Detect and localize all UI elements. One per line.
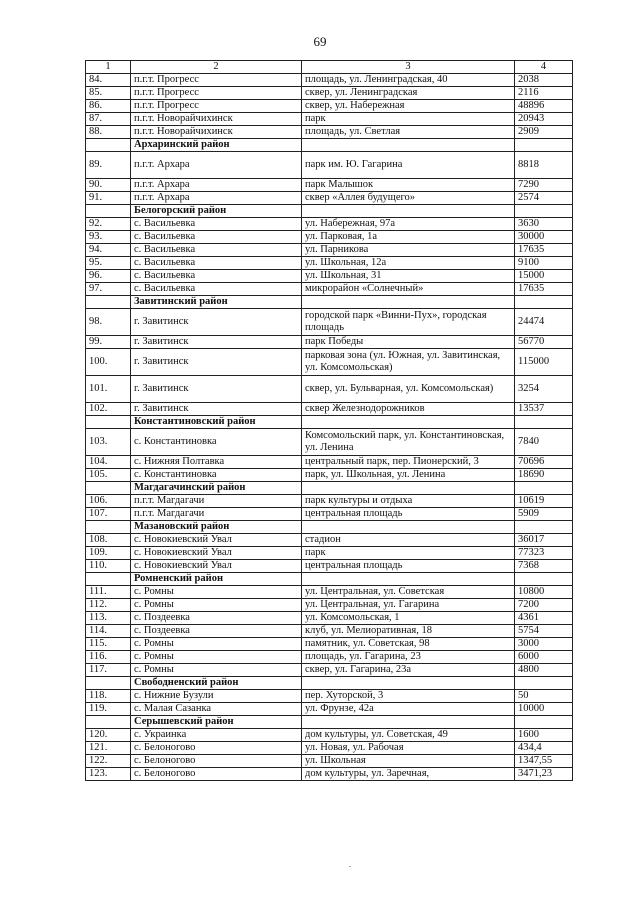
district-row (86, 296, 573, 309)
settlement: с. Ромны (131, 664, 302, 677)
area-value: 115000 (515, 349, 573, 376)
area-value: 7368 (515, 560, 573, 573)
district-row (86, 482, 573, 495)
row-number: 117. (86, 664, 131, 677)
address: парк культуры и отдыха (302, 495, 515, 508)
district-empty-cell (515, 296, 573, 309)
settlement: с. Васильевка (131, 244, 302, 257)
area-value: 4361 (515, 612, 573, 625)
area-value: 434,4 (515, 742, 573, 755)
district-empty-cell (302, 521, 515, 534)
district-empty-cell (86, 521, 131, 534)
settlement: с. Ромны (131, 638, 302, 651)
address: ул. Школьная (302, 755, 515, 768)
district-empty-cell (302, 573, 515, 586)
row-number: 108. (86, 534, 131, 547)
settlement: с. Поздеевка (131, 612, 302, 625)
area-value: 2574 (515, 192, 573, 205)
area-value: 20943 (515, 113, 573, 126)
settlement: с. Васильевка (131, 270, 302, 283)
table-row (86, 179, 573, 192)
header-col-2: 2 (131, 61, 302, 74)
table-row (86, 100, 573, 113)
address: центральный парк, пер. Пионерский, 3 (302, 456, 515, 469)
area-value: 10800 (515, 586, 573, 599)
table-row (86, 244, 573, 257)
table-row (86, 257, 573, 270)
area-value: 5754 (515, 625, 573, 638)
table-row (86, 495, 573, 508)
row-number: 100. (86, 349, 131, 376)
area-value: 3630 (515, 218, 573, 231)
district-row (86, 139, 573, 152)
page-number: 69 (313, 34, 327, 49)
row-number: 85. (86, 87, 131, 100)
district-empty-cell (515, 139, 573, 152)
row-number: 105. (86, 469, 131, 482)
row-number: 122. (86, 755, 131, 768)
table-row (86, 283, 573, 296)
area-value: 3471,23 (515, 768, 573, 781)
district-empty-cell (86, 482, 131, 495)
table-row (86, 376, 573, 403)
address: стадион (302, 534, 515, 547)
district-name: Мазановский район (131, 521, 302, 534)
row-number: 99. (86, 336, 131, 349)
district-empty-cell (86, 716, 131, 729)
address: ул. Школьная, 12а (302, 257, 515, 270)
address: микрорайон «Солнечный» (302, 283, 515, 296)
table-row (86, 703, 573, 716)
table-row (86, 469, 573, 482)
area-value: 3000 (515, 638, 573, 651)
row-number: 116. (86, 651, 131, 664)
address: дом культуры, ул. Заречная, (302, 768, 515, 781)
address: ул. Центральная, ул. Советская (302, 586, 515, 599)
settlement: г. Завитинск (131, 336, 302, 349)
area-value: 48896 (515, 100, 573, 113)
settlement: с. Новокиевский Увал (131, 560, 302, 573)
district-row (86, 521, 573, 534)
address: ул. Центральная, ул. Гагарина (302, 599, 515, 612)
area-value: 7290 (515, 179, 573, 192)
settlement: с. Малая Сазанка (131, 703, 302, 716)
area-value: 6000 (515, 651, 573, 664)
address: сквер, ул. Ленинградская (302, 87, 515, 100)
district-name: Константиновский район (131, 416, 302, 429)
settlement: п.г.т. Архара (131, 192, 302, 205)
scan-speck: . (349, 860, 351, 869)
settlement: п.г.т. Архара (131, 179, 302, 192)
district-empty-cell (86, 677, 131, 690)
table-row (86, 690, 573, 703)
area-value: 7840 (515, 429, 573, 456)
district-empty-cell (86, 573, 131, 586)
district-row (86, 416, 573, 429)
row-number: 98. (86, 309, 131, 336)
district-name: Завитинский район (131, 296, 302, 309)
district-empty-cell (86, 296, 131, 309)
address: сквер Железнодорожников (302, 403, 515, 416)
district-empty-cell (86, 139, 131, 152)
settlement: с. Васильевка (131, 231, 302, 244)
settlement: с. Васильевка (131, 218, 302, 231)
area-value: 17635 (515, 283, 573, 296)
area-value: 8818 (515, 152, 573, 179)
table-row (86, 729, 573, 742)
district-empty-cell (515, 521, 573, 534)
table-row (86, 547, 573, 560)
address: сквер, ул. Гагарина, 23а (302, 664, 515, 677)
table-row (86, 456, 573, 469)
row-number: 90. (86, 179, 131, 192)
table-row (86, 87, 573, 100)
address: пер. Хуторской, 3 (302, 690, 515, 703)
district-name: Серышевский район (131, 716, 302, 729)
area-value: 15000 (515, 270, 573, 283)
row-number: 93. (86, 231, 131, 244)
settlement: с. Васильевка (131, 283, 302, 296)
area-value: 50 (515, 690, 573, 703)
address: ул. Новая, ул. Рабочая (302, 742, 515, 755)
row-number: 104. (86, 456, 131, 469)
district-empty-cell (515, 573, 573, 586)
table-row (86, 152, 573, 179)
row-number: 97. (86, 283, 131, 296)
area-value: 2909 (515, 126, 573, 139)
row-number: 121. (86, 742, 131, 755)
address: клуб, ул. Мелиоративная, 18 (302, 625, 515, 638)
row-number: 118. (86, 690, 131, 703)
settlement: с. Украинка (131, 729, 302, 742)
area-value: 10000 (515, 703, 573, 716)
area-value: 5909 (515, 508, 573, 521)
area-value: 77323 (515, 547, 573, 560)
table-row (86, 768, 573, 781)
area-value: 7200 (515, 599, 573, 612)
address: ул. Школьная, 31 (302, 270, 515, 283)
district-empty-cell (86, 205, 131, 218)
row-number: 101. (86, 376, 131, 403)
row-number: 103. (86, 429, 131, 456)
row-number: 115. (86, 638, 131, 651)
row-number: 84. (86, 74, 131, 87)
settlement: г. Завитинск (131, 403, 302, 416)
settlement: п.г.т. Новорайчихинск (131, 126, 302, 139)
settlement: п.г.т. Новорайчихинск (131, 113, 302, 126)
row-number: 96. (86, 270, 131, 283)
table-row (86, 126, 573, 139)
row-number: 86. (86, 100, 131, 113)
table-row (86, 349, 573, 376)
row-number: 107. (86, 508, 131, 521)
address: городской парк «Винни-Пух», городская площадь (302, 309, 515, 336)
address: Комсомольский парк, ул. Константиновская, ул. Ленина (302, 429, 515, 456)
table-row (86, 336, 573, 349)
table-row (86, 508, 573, 521)
row-number: 112. (86, 599, 131, 612)
settlement: с. Ромны (131, 599, 302, 612)
address: центральная площадь (302, 560, 515, 573)
district-row (86, 677, 573, 690)
district-empty-cell (302, 139, 515, 152)
address: ул. Набережная, 97а (302, 218, 515, 231)
district-name: Белогорский район (131, 205, 302, 218)
area-value: 10619 (515, 495, 573, 508)
row-number: 88. (86, 126, 131, 139)
row-number: 102. (86, 403, 131, 416)
district-name: Ромненский район (131, 573, 302, 586)
table-row (86, 403, 573, 416)
address: сквер, ул. Набережная (302, 100, 515, 113)
table-row (86, 534, 573, 547)
district-empty-cell (515, 716, 573, 729)
area-value: 4800 (515, 664, 573, 677)
settlement: п.г.т. Прогресс (131, 74, 302, 87)
table-row (86, 755, 573, 768)
settlement: п.г.т. Прогресс (131, 87, 302, 100)
row-number: 111. (86, 586, 131, 599)
district-name: Архаринский район (131, 139, 302, 152)
table-row (86, 74, 573, 87)
address: ул. Комсомольская, 1 (302, 612, 515, 625)
row-number: 92. (86, 218, 131, 231)
settlement: с. Ромны (131, 586, 302, 599)
settlement: с. Константиновка (131, 469, 302, 482)
table-row (86, 218, 573, 231)
area-value: 2038 (515, 74, 573, 87)
address: сквер «Аллея будущего» (302, 192, 515, 205)
places-table (85, 60, 573, 781)
table-header-row (86, 61, 573, 74)
address: ул. Парникова (302, 244, 515, 257)
district-name: Свободненский район (131, 677, 302, 690)
settlement: с. Белоногово (131, 768, 302, 781)
row-number: 94. (86, 244, 131, 257)
table-row (86, 231, 573, 244)
settlement: с. Константиновка (131, 429, 302, 456)
address: площадь, ул. Светлая (302, 126, 515, 139)
table-row (86, 651, 573, 664)
settlement: с. Васильевка (131, 257, 302, 270)
area-value: 1600 (515, 729, 573, 742)
address: парк Победы (302, 336, 515, 349)
district-empty-cell (515, 482, 573, 495)
table-row (86, 664, 573, 677)
row-number: 87. (86, 113, 131, 126)
area-value: 13537 (515, 403, 573, 416)
district-empty-cell (302, 205, 515, 218)
area-value: 17635 (515, 244, 573, 257)
district-empty-cell (302, 677, 515, 690)
table-row (86, 270, 573, 283)
row-number: 113. (86, 612, 131, 625)
address: площадь, ул. Ленинградская, 40 (302, 74, 515, 87)
address: парк (302, 113, 515, 126)
table-row (86, 560, 573, 573)
table-row (86, 113, 573, 126)
row-number: 114. (86, 625, 131, 638)
row-number: 106. (86, 495, 131, 508)
row-number: 91. (86, 192, 131, 205)
area-value: 3254 (515, 376, 573, 403)
area-value: 24474 (515, 309, 573, 336)
table-row (86, 742, 573, 755)
district-empty-cell (515, 205, 573, 218)
settlement: с. Белоногово (131, 742, 302, 755)
area-value: 1347,55 (515, 755, 573, 768)
district-empty-cell (302, 296, 515, 309)
row-number: 95. (86, 257, 131, 270)
table-row (86, 612, 573, 625)
settlement: с. Поздеевка (131, 625, 302, 638)
table-row (86, 599, 573, 612)
header-col-1: 1 (86, 61, 131, 74)
settlement: с. Нижние Бузули (131, 690, 302, 703)
district-name: Магдагачинский район (131, 482, 302, 495)
district-row (86, 573, 573, 586)
settlement: п.г.т. Архара (131, 152, 302, 179)
district-empty-cell (302, 416, 515, 429)
row-number: 119. (86, 703, 131, 716)
table-row (86, 192, 573, 205)
area-value: 30000 (515, 231, 573, 244)
district-empty-cell (515, 416, 573, 429)
address: площадь, ул. Гагарина, 23 (302, 651, 515, 664)
row-number: 109. (86, 547, 131, 560)
row-number: 110. (86, 560, 131, 573)
table-row (86, 625, 573, 638)
district-empty-cell (302, 716, 515, 729)
address: центральная площадь (302, 508, 515, 521)
settlement: с. Новокиевский Увал (131, 534, 302, 547)
area-value: 18690 (515, 469, 573, 482)
settlement: г. Завитинск (131, 349, 302, 376)
area-value: 2116 (515, 87, 573, 100)
address: дом культуры, ул. Советская, 49 (302, 729, 515, 742)
area-value: 36017 (515, 534, 573, 547)
settlement: г. Завитинск (131, 309, 302, 336)
settlement: п.г.т. Магдагачи (131, 495, 302, 508)
table-row (86, 638, 573, 651)
table-row (86, 429, 573, 456)
district-empty-cell (302, 482, 515, 495)
address: ул. Фрунзе, 42а (302, 703, 515, 716)
header-col-4: 4 (515, 61, 573, 74)
area-value: 56770 (515, 336, 573, 349)
address: парк, ул. Школьная, ул. Ленина (302, 469, 515, 482)
address: парк Малышок (302, 179, 515, 192)
address: памятник, ул. Советская, 98 (302, 638, 515, 651)
area-value: 70696 (515, 456, 573, 469)
table-row (86, 309, 573, 336)
settlement: с. Нижняя Полтавка (131, 456, 302, 469)
area-value: 9100 (515, 257, 573, 270)
settlement: с. Новокиевский Увал (131, 547, 302, 560)
row-number: 89. (86, 152, 131, 179)
row-number: 123. (86, 768, 131, 781)
address: сквер, ул. Бульварная, ул. Комсомольская) (302, 376, 515, 403)
row-number: 120. (86, 729, 131, 742)
header-col-3: 3 (302, 61, 515, 74)
settlement: п.г.т. Прогресс (131, 100, 302, 113)
table-row (86, 586, 573, 599)
settlement: г. Завитинск (131, 376, 302, 403)
settlement: с. Ромны (131, 651, 302, 664)
district-row (86, 716, 573, 729)
district-empty-cell (86, 416, 131, 429)
settlement: п.г.т. Магдагачи (131, 508, 302, 521)
address: парк (302, 547, 515, 560)
settlement: с. Белоногово (131, 755, 302, 768)
address: парковая зона (ул. Южная, ул. Завитинская, ул. Комсомольская) (302, 349, 515, 376)
district-empty-cell (515, 677, 573, 690)
district-row (86, 205, 573, 218)
address: парк им. Ю. Гагарина (302, 152, 515, 179)
address: ул. Парковая, 1а (302, 231, 515, 244)
